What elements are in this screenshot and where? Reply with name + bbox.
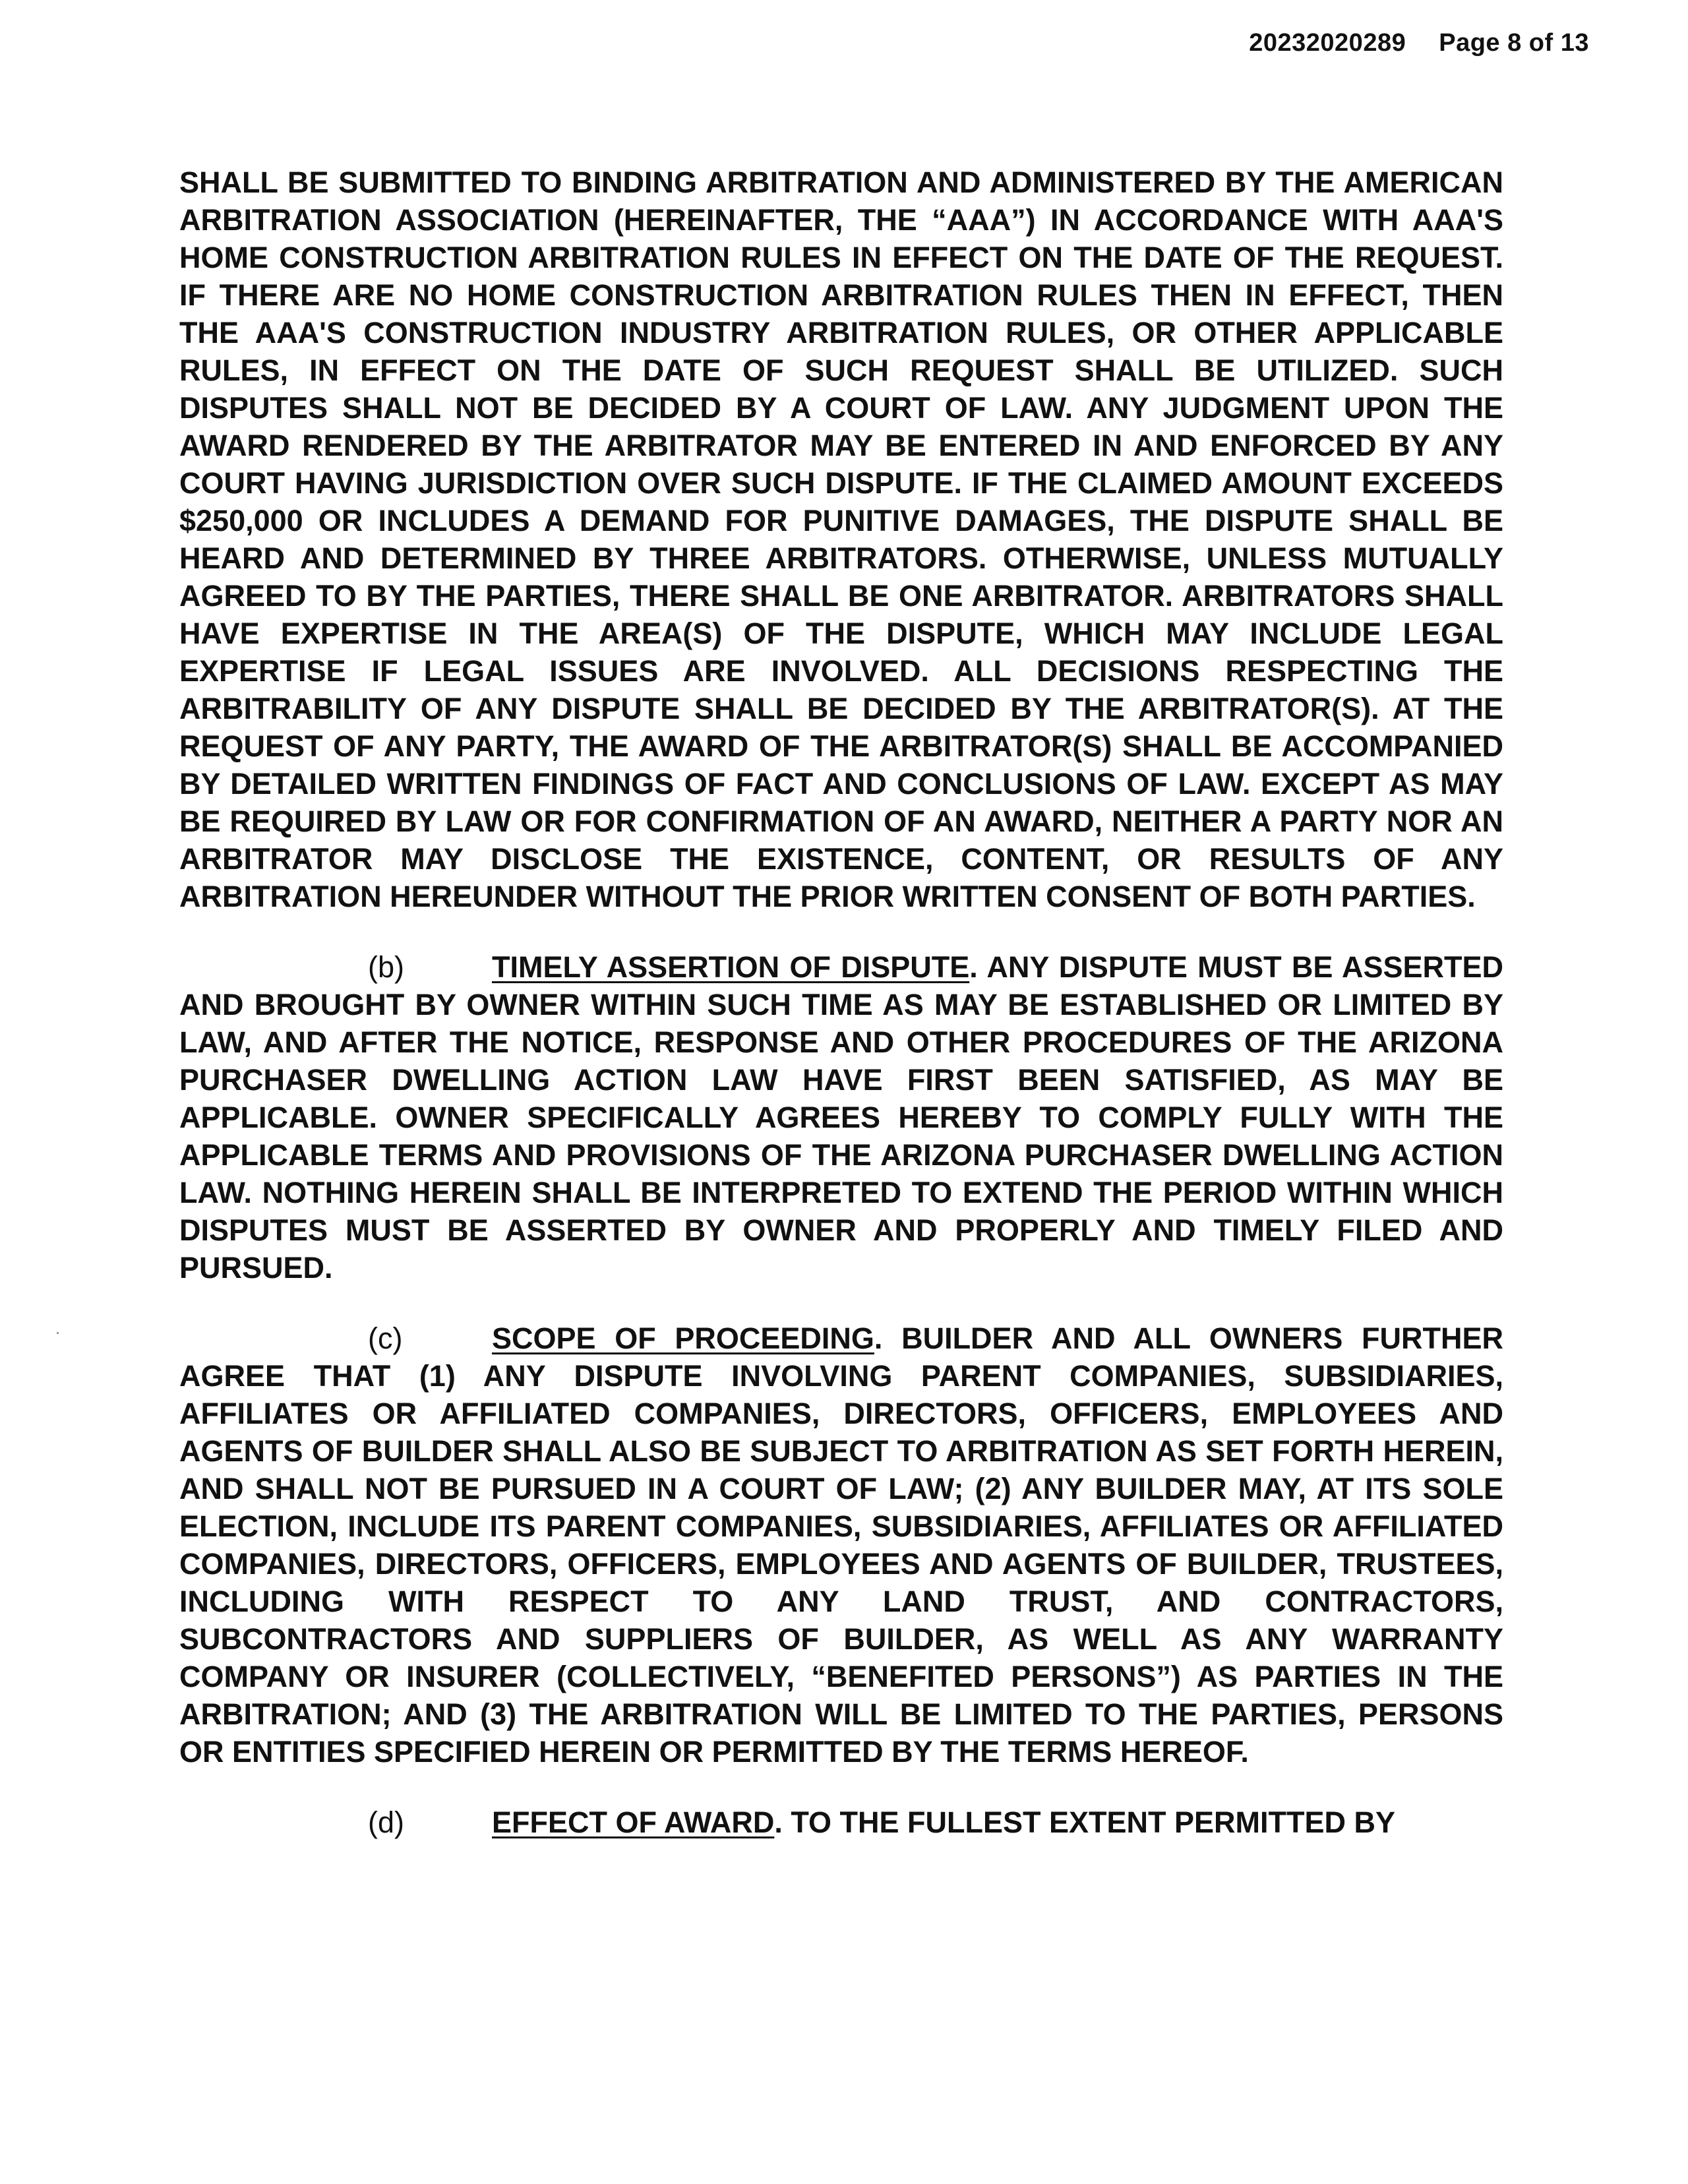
section-label: (c) xyxy=(368,1321,403,1355)
document-number: 20232020289 xyxy=(1249,29,1406,57)
page-number: Page 8 of 13 xyxy=(1439,29,1589,57)
section-text: . ANY DISPUTE MUST BE ASSERTED AND BROUGHT BY OWNER WITHIN SUCH TIME AS MAY BE ESTABLISHED OR LIMITED BY LAW, AND AFTER THE NOTICE, RESPONSE AND OTHER PROCEDURES OF THE ARIZONA PURCHASER DWELLING ACTION LAW HAVE FIRST BEEN SATISFIED, AS MAY BE APPLICABLE. OWNER SPECIFICALLY AGREES HEREBY TO COMPLY FULLY WITH THE APPLICABLE TERMS AND PROVISIONS OF THE ARIZONA PURCHASER DWELLING ACTION LAW. NOTHING HEREIN SHALL BE INTERPRETED TO EXTEND THE PERIOD WITHIN WHICH DISPUTES MUST BE ASSERTED BY OWNER AND PROPERLY AND TIMELY FILED AND PURSUED. xyxy=(179,950,1503,1285)
section-c xyxy=(179,1320,1503,1771)
section-text: . BUILDER AND ALL OWNERS FURTHER AGREE THAT (1) ANY DISPUTE INVOLVING PARENT COMPANIES, SUBSIDIARIES, AFFILIATES OR AFFILIATED COMPANIES, DIRECTORS, OFFICERS, EMPLOYEES AND AGENTS OF BUILDER SHALL ALSO BE SUBJECT TO ARBITRATION AS SET FORTH HEREIN, AND SHALL NOT BE PURSUED IN A COURT OF LAW; (2) ANY BUILDER MAY, AT ITS SOLE ELECTION, INCLUDE ITS PARENT COMPANIES, SUBSIDIARIES, AFFILIATES OR AFFILIATED COMPANIES, DIRECTORS, OFFICERS, EMPLOYEES AND AGENTS OF BUILDER, TRUSTEES, INCLUDING WITH RESPECT TO ANY LAND TRUST, AND CONTRACTORS, SUBCONTRACTORS AND SUPPLIERS OF BUILDER, AS WELL AS ANY WARRANTY COMPANY OR INSURER (COLLECTIVELY, “BENEFITED PERSONS”) AS PARTIES IN THE ARBITRATION; AND (3) THE ARBITRATION WILL BE LIMITED TO THE PARTIES, PERSONS OR ENTITIES SPECIFIED HEREIN OR PERMITTED BY THE TERMS HEREOF. xyxy=(179,1321,1503,1769)
section-text: . TO THE FULLEST EXTENT PERMITTED BY xyxy=(774,1805,1396,1839)
page-header xyxy=(1249,29,1589,57)
document-body xyxy=(179,164,1503,1841)
section-heading: SCOPE OF PROCEEDING xyxy=(492,1321,874,1355)
section-d xyxy=(179,1804,1503,1841)
section-heading: EFFECT OF AWARD xyxy=(492,1805,775,1839)
section-label: (b) xyxy=(368,950,404,984)
section-heading: TIMELY ASSERTION OF DISPUTE xyxy=(492,950,970,984)
section-label: (d) xyxy=(368,1805,404,1839)
section-b xyxy=(179,948,1503,1287)
paragraph-text: SHALL BE SUBMITTED TO BINDING ARBITRATION AND ADMINISTERED BY THE AMERICAN ARBITRATION ASSOCIATION (HEREINAFTER, THE “AAA”) IN ACCORDANCE WITH AAA'S HOME CONSTRUCTION ARBITRATION RULES IN EFFECT ON THE DATE OF THE REQUEST. IF THERE ARE NO HOME CONSTRUCTION ARBITRATION RULES THEN IN EFFECT, THEN THE AAA'S CONSTRUCTION INDUSTRY ARBITRATION RULES, OR OTHER APPLICABLE RULES, IN EFFECT ON THE DATE OF SUCH REQUEST SHALL BE UTILIZED. SUCH DISPUTES SHALL NOT BE DECIDED BY A COURT OF LAW. ANY JUDGMENT UPON THE AWARD RENDERED BY THE ARBITRATOR MAY BE ENTERED IN AND ENFORCED BY ANY COURT HAVING JURISDICTION OVER SUCH DISPUTE. IF THE CLAIMED AMOUNT EXCEEDS $250,000 OR INCLUDES A DEMAND FOR PUNITIVE DAMAGES, THE DISPUTE SHALL BE HEARD AND DETERMINED BY THREE ARBITRATORS. OTHERWISE, UNLESS MUTUALLY AGREED TO BY THE PARTIES, THERE SHALL BE ONE ARBITRATOR. ARBITRATORS SHALL HAVE EXPERTISE IN THE AREA(S) OF THE DISPUTE, WHICH MAY INCLUDE LEGAL EXPERTISE IF LEGAL ISSUES ARE INVOLVED. ALL DECISIONS RESPECTING THE ARBITRABILITY OF ANY DISPUTE SHALL BE DECIDED BY THE ARBITRATOR(S). AT THE REQUEST OF ANY PARTY, THE AWARD OF THE ARBITRATOR(S) SHALL BE ACCOMPANIED BY DETAILED WRITTEN FINDINGS OF FACT AND CONCLUSIONS OF LAW. EXCEPT AS MAY BE REQUIRED BY LAW OR FOR CONFIRMATION OF AN AWARD, NEITHER A PARTY NOR AN ARBITRATOR MAY DISCLOSE THE EXISTENCE, CONTENT, OR RESULTS OF ANY ARBITRATION HEREUNDER WITHOUT THE PRIOR WRITTEN CONSENT OF BOTH PARTIES. xyxy=(179,166,1503,913)
paragraph-arbitration xyxy=(179,164,1503,915)
scan-speck xyxy=(57,1332,59,1334)
